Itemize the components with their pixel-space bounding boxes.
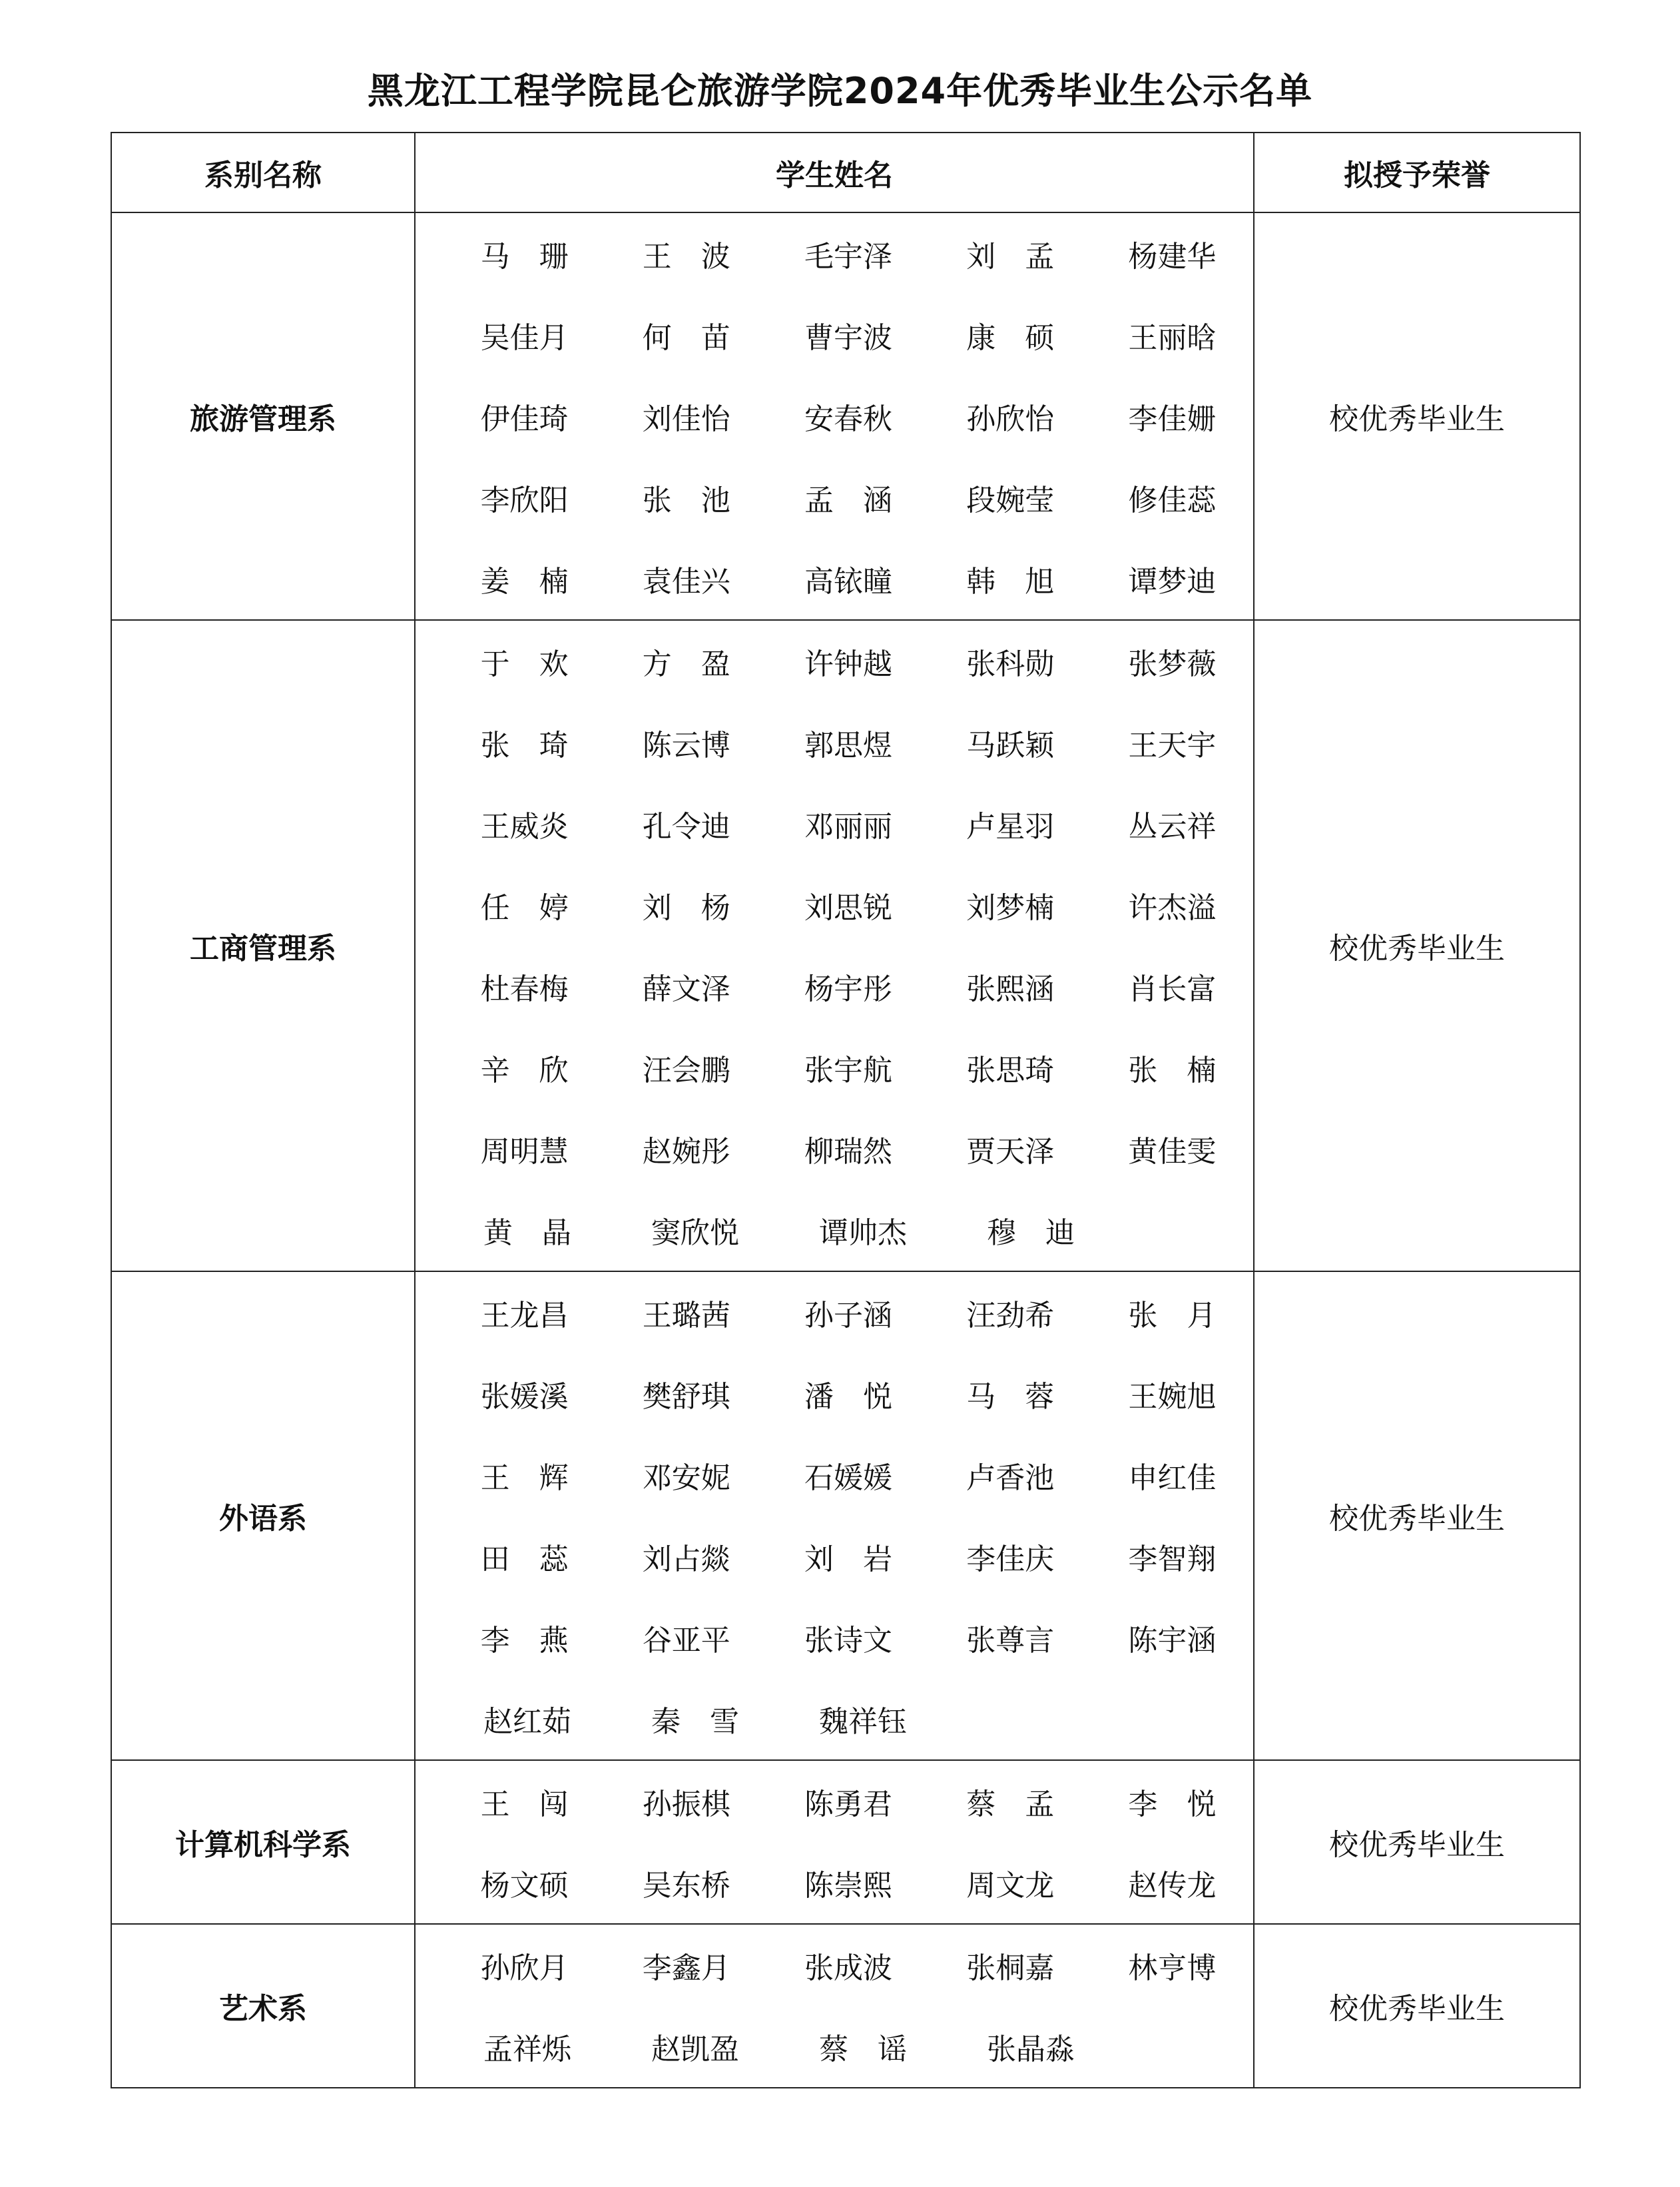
- student-name: 修佳蕊: [1128, 483, 1217, 517]
- student-name: 丛云祥: [1128, 810, 1217, 844]
- student-name: 李佳庆: [966, 1542, 1055, 1576]
- student-name-row: [416, 1842, 1253, 1923]
- student-name: 陈崇熙: [804, 1869, 892, 1903]
- student-name: 王龙昌: [480, 1299, 569, 1333]
- student-name: 田 蕊: [480, 1542, 569, 1576]
- student-name-row: [416, 1027, 1253, 1108]
- student-name: 张诗文: [804, 1624, 892, 1658]
- header-students: 学生姓名: [415, 133, 1254, 212]
- student-name: 张思琦: [966, 1054, 1055, 1088]
- student-name-row: [416, 294, 1253, 376]
- student-name: 马 蓉: [966, 1380, 1055, 1414]
- honor-roster-table: [111, 132, 1581, 2088]
- student-name: 张科勋: [966, 647, 1055, 681]
- student-name: 伊佳琦: [480, 402, 569, 436]
- student-name: 李 燕: [480, 1624, 569, 1658]
- student-names-cell: [415, 1924, 1254, 2088]
- student-name: 窦欣悦: [651, 1216, 739, 1250]
- student-name: 王 波: [642, 240, 730, 274]
- student-name-row: [416, 1597, 1253, 1678]
- student-name-row: [416, 783, 1253, 864]
- student-names-cell: [415, 620, 1254, 1271]
- student-names-cell: [415, 1760, 1254, 1924]
- student-name-row: [416, 1761, 1253, 1842]
- student-name-row: [416, 1272, 1253, 1353]
- student-name: 陈云博: [642, 729, 730, 763]
- student-name: 刘梦楠: [966, 891, 1055, 925]
- student-name: 卢星羽: [966, 810, 1055, 844]
- student-name-row: [416, 621, 1253, 702]
- honor-label: 校优秀毕业生: [1254, 1760, 1580, 1924]
- student-name: 许杰溢: [1128, 891, 1217, 925]
- student-name-row: [416, 376, 1253, 457]
- table-header-row: [111, 133, 1580, 212]
- student-name: 王丽晗: [1128, 321, 1217, 355]
- student-name: 孙欣月: [480, 1951, 569, 1985]
- student-name: 段婉莹: [966, 483, 1055, 517]
- student-name: 王 辉: [480, 1461, 569, 1495]
- student-name: 张成波: [804, 1951, 892, 1985]
- department-name: 外语系: [111, 1271, 415, 1760]
- student-name: 秦 雪: [651, 1705, 739, 1739]
- student-name-row: [416, 538, 1253, 619]
- student-name: 魏祥钰: [819, 1705, 907, 1739]
- student-name: 杨建华: [1128, 240, 1217, 274]
- student-name: 张梦薇: [1128, 647, 1217, 681]
- student-name: 马跃颖: [966, 729, 1055, 763]
- table-row: [111, 620, 1580, 1271]
- student-name-row: [416, 1925, 1253, 2006]
- student-name: 于 欢: [480, 647, 569, 681]
- student-name-row: [416, 946, 1253, 1027]
- student-name-row: [416, 1434, 1253, 1516]
- student-name: 石媛媛: [804, 1461, 892, 1495]
- student-name: 孔令迪: [642, 810, 730, 844]
- honor-label: 校优秀毕业生: [1254, 1924, 1580, 2088]
- student-name: 刘 岩: [804, 1542, 892, 1576]
- student-name-row: [416, 2006, 1253, 2087]
- student-name: 潘 悦: [804, 1380, 892, 1414]
- student-name: 曹宇波: [804, 321, 892, 355]
- student-name: 何 苗: [642, 321, 730, 355]
- student-name-row: [416, 1353, 1253, 1434]
- document-title: 黑龙江工程学院昆仑旅游学院2024年优秀毕业生公示名单: [367, 70, 1313, 112]
- student-name: 刘思锐: [804, 891, 892, 925]
- student-name-row: [416, 213, 1253, 294]
- student-name: 刘 孟: [966, 240, 1055, 274]
- student-name: 赵凯盈: [651, 2032, 739, 2066]
- student-names-cell: [415, 1271, 1254, 1760]
- student-name: 孙振棋: [642, 1787, 730, 1821]
- student-name: 蔡 谣: [819, 2032, 907, 2066]
- student-name: 吴佳月: [480, 321, 569, 355]
- student-name: 吴东桥: [642, 1869, 730, 1903]
- header-department: 系别名称: [111, 133, 415, 212]
- student-name: 蔡 孟: [966, 1787, 1055, 1821]
- student-name: 袁佳兴: [642, 565, 730, 599]
- student-name: 谭梦迪: [1128, 565, 1217, 599]
- student-name: 姜 楠: [480, 565, 569, 599]
- student-name: 陈宇涵: [1128, 1624, 1217, 1658]
- table-row: [111, 1760, 1580, 1924]
- student-name: 谭帅杰: [819, 1216, 907, 1250]
- student-name: 卢香池: [966, 1461, 1055, 1495]
- student-name: 陈勇君: [804, 1787, 892, 1821]
- student-name: 孟 涵: [804, 483, 892, 517]
- student-name: 张宇航: [804, 1054, 892, 1088]
- student-name: 杨宇彤: [804, 972, 892, 1006]
- student-name: 汪会鹏: [642, 1054, 730, 1088]
- student-name: 方 盈: [642, 647, 730, 681]
- student-name: 张 楠: [1128, 1054, 1217, 1088]
- student-name: 申红佳: [1128, 1461, 1217, 1495]
- student-name: 许钟越: [804, 647, 892, 681]
- student-name: 王 闯: [480, 1787, 569, 1821]
- table-row: [111, 1924, 1580, 2088]
- student-name: 赵红茹: [483, 1705, 571, 1739]
- student-name: 李 悦: [1128, 1787, 1217, 1821]
- student-name: 郭思煜: [804, 729, 892, 763]
- student-name: 柳瑞然: [804, 1135, 892, 1169]
- student-name: 张桐嘉: [966, 1951, 1055, 1985]
- department-name: 艺术系: [111, 1924, 415, 2088]
- student-name: 樊舒琪: [642, 1380, 730, 1414]
- student-name: 黄 晶: [483, 1216, 571, 1250]
- student-name: 张晶淼: [987, 2032, 1075, 2066]
- student-name: 汪劲希: [966, 1299, 1055, 1333]
- student-name: 毛宇泽: [804, 240, 892, 274]
- honor-label: 校优秀毕业生: [1254, 620, 1580, 1271]
- student-name: 邓丽丽: [804, 810, 892, 844]
- student-name: 邓安妮: [642, 1461, 730, 1495]
- student-name: 张 琦: [480, 729, 569, 763]
- student-name: 李鑫月: [642, 1951, 730, 1985]
- student-name: 赵传龙: [1128, 1869, 1217, 1903]
- student-name: 韩 旭: [966, 565, 1055, 599]
- student-name: 贾天泽: [966, 1135, 1055, 1169]
- student-name: 王婉旭: [1128, 1380, 1217, 1414]
- student-name: 高铱瞳: [804, 565, 892, 599]
- student-name-row: [416, 457, 1253, 538]
- table-row: [111, 212, 1580, 620]
- student-name-row: [416, 1678, 1253, 1759]
- student-name: 李智翔: [1128, 1542, 1217, 1576]
- department-name: 工商管理系: [111, 620, 415, 1271]
- department-name: 旅游管理系: [111, 212, 415, 620]
- student-name: 周文龙: [966, 1869, 1055, 1903]
- student-name: 张 月: [1128, 1299, 1217, 1333]
- student-name: 刘占燚: [642, 1542, 730, 1576]
- student-name-row: [416, 1108, 1253, 1189]
- student-name: 穆 迪: [987, 1216, 1075, 1250]
- student-name: 王威炎: [480, 810, 569, 844]
- header-honor: 拟授予荣誉: [1254, 133, 1580, 212]
- student-name: 孙欣怡: [966, 402, 1055, 436]
- student-name: 周明慧: [480, 1135, 569, 1169]
- student-name: 任 婷: [480, 891, 569, 925]
- student-name: 肖长富: [1128, 972, 1217, 1006]
- student-name: 张 池: [642, 483, 730, 517]
- student-name: 薛文泽: [642, 972, 730, 1006]
- student-name: 赵婉彤: [642, 1135, 730, 1169]
- student-name: 马 珊: [480, 240, 569, 274]
- student-name: 李佳姗: [1128, 402, 1217, 436]
- student-name: 张熙涵: [966, 972, 1055, 1006]
- honor-label: 校优秀毕业生: [1254, 1271, 1580, 1760]
- student-name: 杜春梅: [480, 972, 569, 1006]
- student-name: 李欣阳: [480, 483, 569, 517]
- student-name: 谷亚平: [642, 1624, 730, 1658]
- student-name: 刘 杨: [642, 891, 730, 925]
- student-name: 王天宇: [1128, 729, 1217, 763]
- student-name-row: [416, 1189, 1253, 1271]
- student-name: 孟祥烁: [483, 2032, 571, 2066]
- student-name: 安春秋: [804, 402, 892, 436]
- student-name-row: [416, 864, 1253, 946]
- table-row: [111, 1271, 1580, 1760]
- student-name: 张尊言: [966, 1624, 1055, 1658]
- student-name: 康 硕: [966, 321, 1055, 355]
- student-name: 孙子涵: [804, 1299, 892, 1333]
- honor-label: 校优秀毕业生: [1254, 212, 1580, 620]
- student-names-cell: [415, 212, 1254, 620]
- student-name: 刘佳怡: [642, 402, 730, 436]
- student-name: 王璐茜: [642, 1299, 730, 1333]
- student-name: 黄佳雯: [1128, 1135, 1217, 1169]
- student-name: 辛 欣: [480, 1054, 569, 1088]
- student-name: 林亨博: [1128, 1951, 1217, 1985]
- student-name-row: [416, 702, 1253, 783]
- student-name: 张媛溪: [480, 1380, 569, 1414]
- table-body: [111, 212, 1580, 2088]
- student-name: 杨文硕: [480, 1869, 569, 1903]
- student-name-row: [416, 1516, 1253, 1597]
- department-name: 计算机科学系: [111, 1760, 415, 1924]
